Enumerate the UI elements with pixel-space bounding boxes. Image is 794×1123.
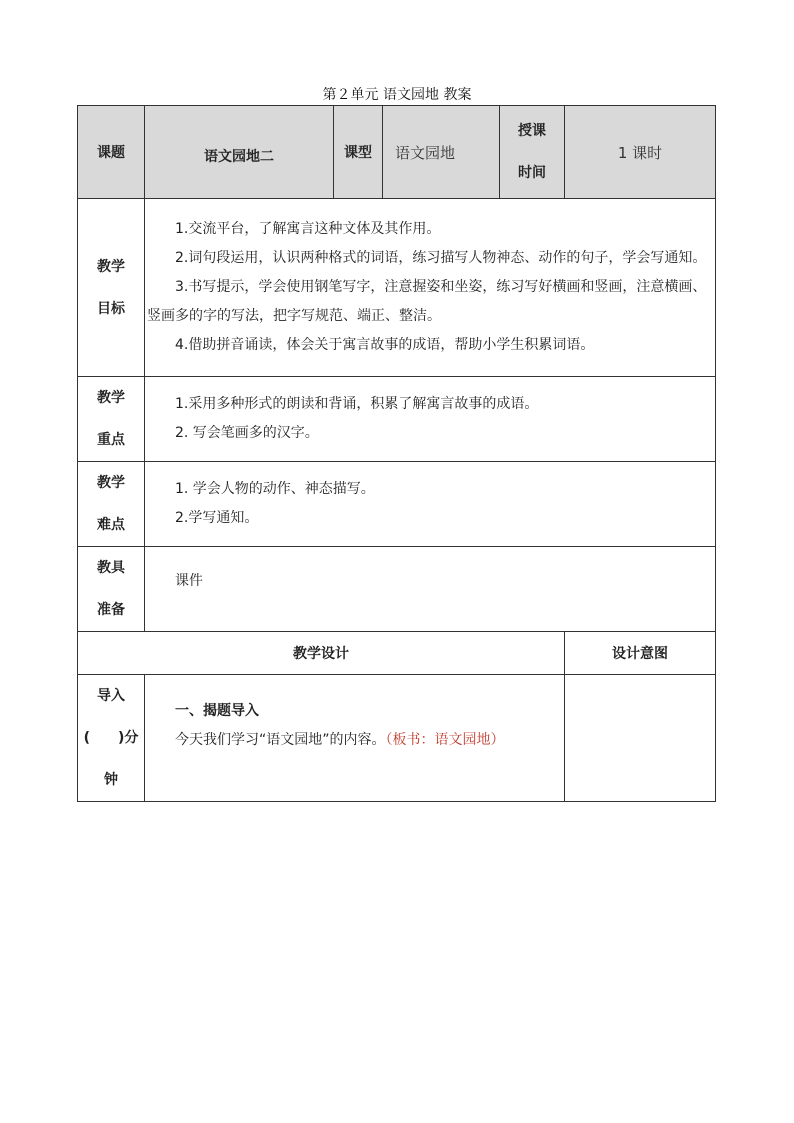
intro-label-line-3: 钟: [104, 772, 118, 788]
lesson-label: 课题: [78, 106, 145, 199]
intro-board-note: （板书：语文园地）: [385, 732, 505, 748]
goal-item: 1.交流平台，了解寓言这种文体及其作用。: [175, 221, 441, 237]
intro-content: [145, 675, 565, 802]
tools-value: 课件: [175, 573, 203, 589]
difficulty-row: [78, 462, 716, 547]
goals-label-line-1: 教学: [97, 258, 125, 275]
tools-label: [78, 547, 145, 632]
focus-item: 1.采用多种形式的朗读和背诵，积累了解寓言故事的成语。: [175, 396, 539, 412]
intro-heading: 一、揭题导入: [175, 703, 259, 719]
lesson-value: 语文园地二: [145, 106, 334, 199]
focus-label-line-2: 重点: [97, 432, 125, 448]
tools-label-line-1: 教具: [97, 560, 125, 576]
focus-label: [78, 377, 145, 462]
goal-item: 4.借助拼音诵读，体会关于寓言故事的成语，帮助小学生积累词语。: [175, 337, 595, 353]
design-header-row: [78, 632, 716, 675]
time-label: [500, 106, 565, 199]
goals-row: [78, 199, 716, 377]
intro-intent: [565, 675, 716, 802]
difficulty-label: [78, 462, 145, 547]
goal-item: 3.书写提示，学会使用钢笔写字，注意握姿和坐姿，练习写好横画和竖画，注意横画、竖画多的字的写法，把字写规范、端正、整洁。: [147, 279, 707, 324]
difficulty-label-line-1: 教学: [97, 475, 125, 491]
goals-label: [78, 199, 145, 377]
tools-label-line-2: 准备: [97, 602, 125, 618]
intro-row: [78, 675, 716, 802]
goal-item: 2.词句段运用，认识两种格式的词语，练习描写人物神态、动作的句子，学会写通知。: [175, 250, 707, 266]
goals-content: [145, 199, 716, 377]
difficulty-content: [145, 462, 716, 547]
focus-content: [145, 377, 716, 462]
focus-label-line-1: 教学: [97, 390, 125, 406]
type-value: 语文园地: [383, 106, 500, 199]
intro-label-line-1: 导入: [97, 688, 125, 704]
tools-content: [145, 547, 716, 632]
difficulty-item: 1. 学会人物的动作、神态描写。: [175, 481, 375, 497]
time-label-line-1: 授课: [518, 123, 546, 139]
lesson-plan-table: [77, 105, 716, 802]
document-title: 第２单元 语文园地 教案: [322, 87, 472, 103]
difficulty-item: 2.学写通知。: [175, 510, 259, 526]
intro-text: [145, 726, 564, 755]
intro-sentence: 今天我们学习“语文园地”的内容。: [175, 732, 386, 748]
focus-row: [78, 377, 716, 462]
type-label: 课型: [334, 106, 383, 199]
design-header-left: 教学设计: [78, 632, 565, 675]
time-value: 1 课时: [565, 106, 716, 199]
goals-label-line-2: 目标: [97, 300, 125, 317]
intro-label: [78, 675, 145, 802]
tools-row: [78, 547, 716, 632]
time-label-line-2: 时间: [518, 165, 546, 181]
difficulty-label-line-2: 难点: [97, 517, 125, 533]
header-row: [78, 106, 716, 199]
design-header-right: 设计意图: [565, 632, 716, 675]
intro-label-line-2: ( )分: [83, 730, 139, 746]
focus-item: 2. 写会笔画多的汉字。: [175, 425, 319, 441]
